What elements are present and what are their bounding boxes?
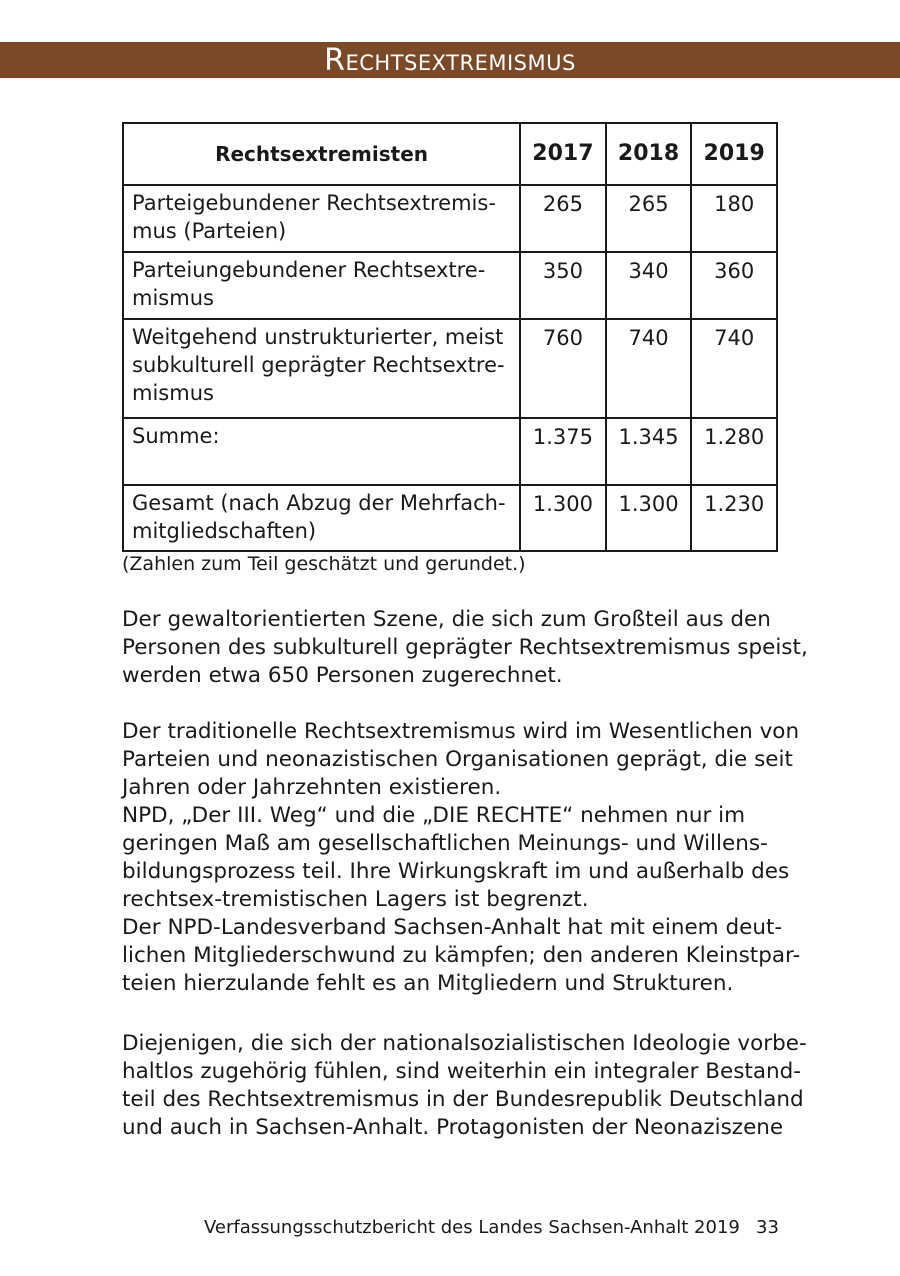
section-header-bar: [0, 42, 900, 78]
cell-value: 1.230: [691, 485, 777, 551]
table-note: (Zahlen zum Teil geschätzt und gerundet.): [122, 553, 526, 575]
cell-value: 740: [691, 319, 777, 418]
cell-value: 1.280: [691, 418, 777, 485]
footer-title: Verfassungsschutzbericht des Landes Sachsen-Anhalt 2019: [204, 1217, 740, 1238]
cell-value: 360: [691, 252, 777, 319]
cell-value: 180: [691, 185, 777, 252]
page-number: 33: [756, 1217, 779, 1238]
table-row: [123, 319, 777, 418]
row-label: Parteiungebundener Rechtsextre- mismus: [123, 252, 520, 319]
cell-value: 265: [606, 185, 692, 252]
column-header-2017: 2017: [520, 123, 606, 185]
row-label: Weitgehend unstrukturierter, meist subkulturell geprägter Rechtsextre- mismus: [123, 319, 520, 418]
column-header-2018: 2018: [606, 123, 692, 185]
cell-value: 1.375: [520, 418, 606, 485]
table-row: [123, 485, 777, 551]
table-row: [123, 252, 777, 319]
column-header-category: Rechtsextremisten: [123, 123, 520, 185]
table-row: [123, 185, 777, 252]
paragraph-traditional-extremism: Der traditionelle Rechtsextremismus wird im Wesentlichen von Parteien und neonazistischen Organisationen geprägt, die seit Jahren oder Jahrzehnten existieren. NPD, „Der III. Weg“ und die „DIE RECHTE“ nehmen nur im geringen Maß am gesellschaftlichen Meinungs- und Willens- bildungsprozess teil. Ihre Wirkungskraft im und außerhalb des rechtsex-tremistischen Lagers ist begrenzt. Der NPD-Landesverband Sachsen-Anhalt hat mit einem deut- lichen Mitgliederschwund zu kämpfen; den anderen Kleinstpar- teien hierzulande fehlt es an Mitgliedern und Strukturen.: [122, 719, 801, 996]
cell-value: 740: [606, 319, 692, 418]
row-label: Summe:: [123, 418, 520, 485]
cell-value: 265: [520, 185, 606, 252]
statistics-table: [122, 122, 778, 552]
table-header-row: [123, 123, 777, 185]
paragraph-national-socialist: Diejenigen, die sich der nationalsozialistischen Ideologie vorbe- haltlos zugehörig fühlen, sind weiterhin ein integraler Bestand- teil des Rechtsextremismus in der Bundesrepublik Deutschland und auch in Sachsen-Anhalt. Protagonisten der Neonaziszene: [122, 1031, 807, 1140]
row-label: Parteigebundener Rechtsextremis- mus (Parteien): [123, 185, 520, 252]
column-header-2019: 2019: [691, 123, 777, 185]
cell-value: 340: [606, 252, 692, 319]
cell-value: 1.300: [520, 485, 606, 551]
table-row: [123, 418, 777, 485]
cell-value: 760: [520, 319, 606, 418]
cell-value: 1.300: [606, 485, 692, 551]
cell-value: 350: [520, 252, 606, 319]
paragraph-violent-scene: Der gewaltorientierten Szene, die sich zum Großteil aus den Personen des subkulturell geprägter Rechtsextremismus speist, werden etwa 650 Personen zugerechnet.: [122, 607, 808, 688]
section-title: Rechtsextremismus: [324, 43, 576, 78]
row-label: Gesamt (nach Abzug der Mehrfach- mitgliedschaften): [123, 485, 520, 551]
cell-value: 1.345: [606, 418, 692, 485]
